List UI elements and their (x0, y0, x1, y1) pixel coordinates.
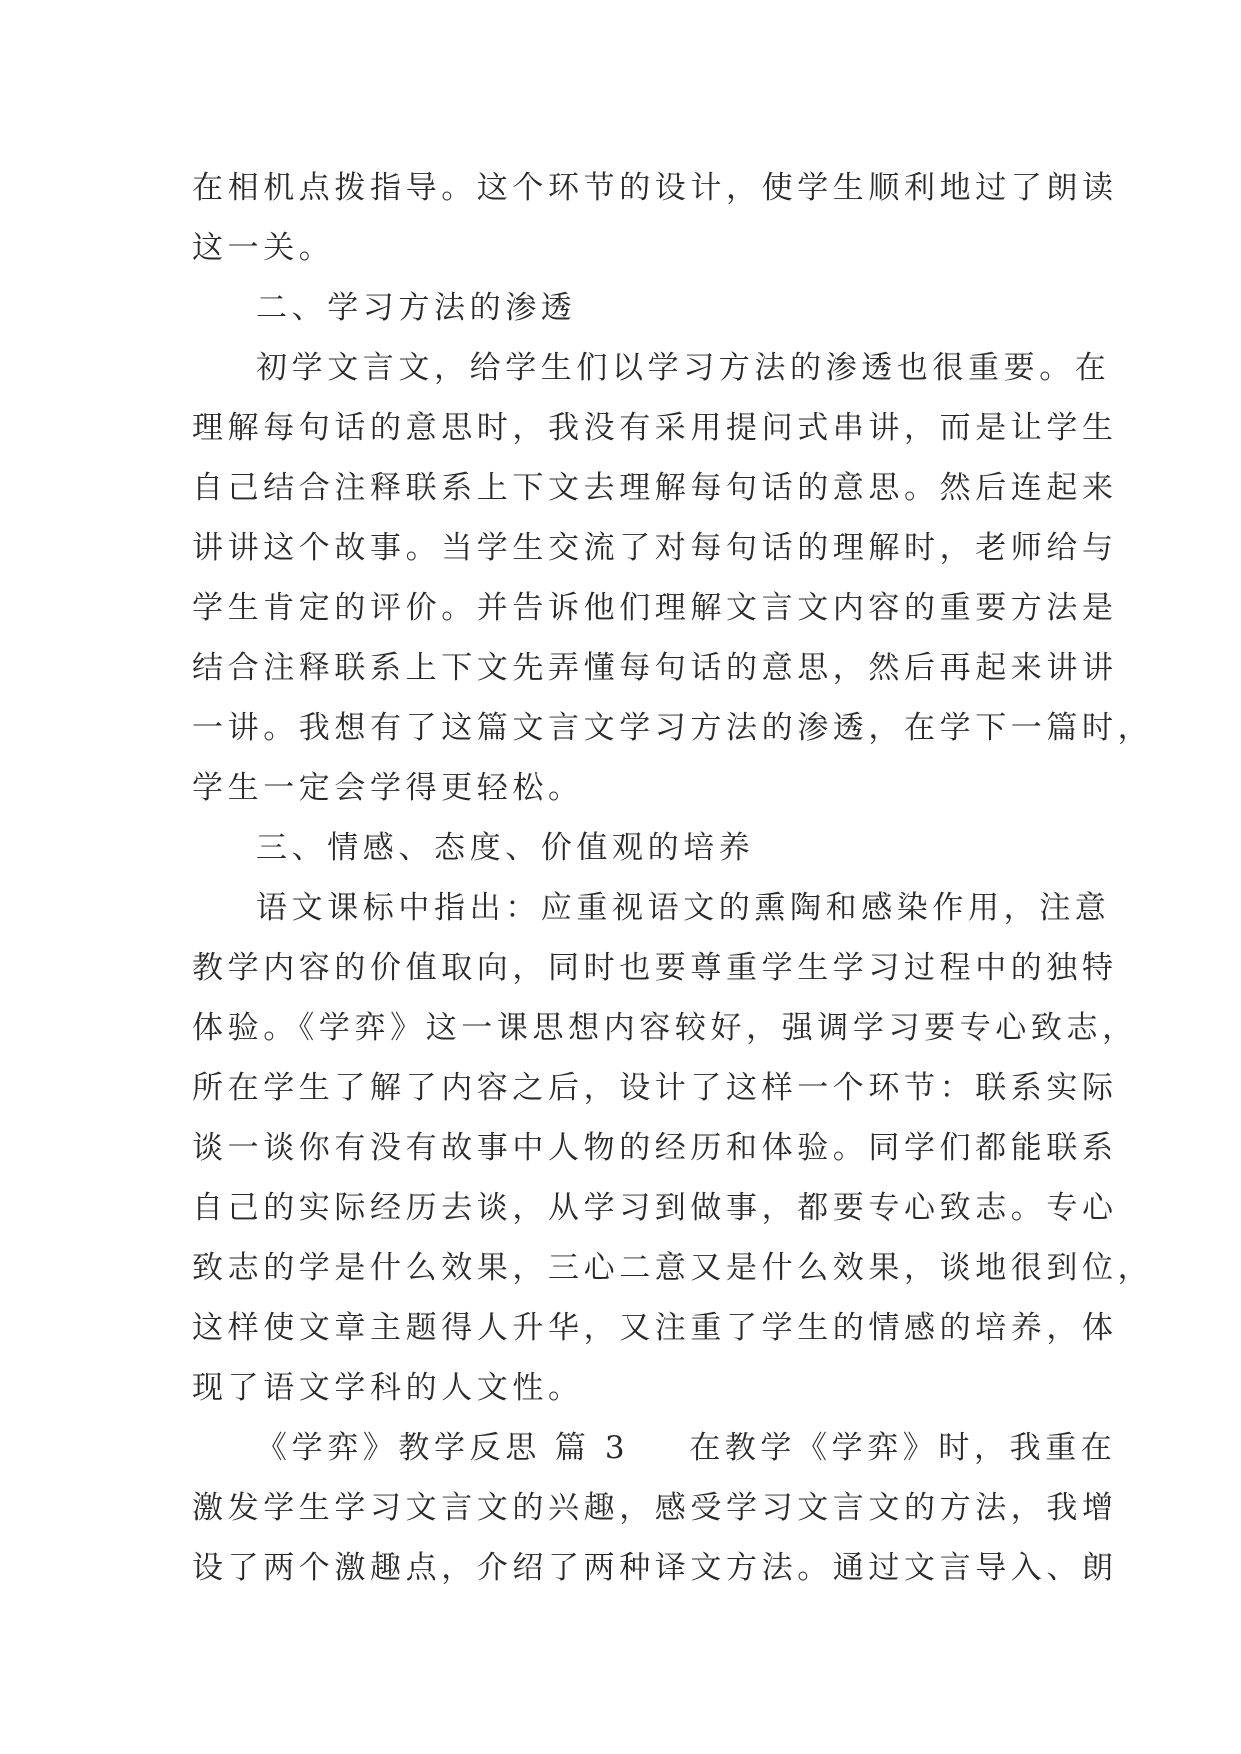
paragraph-line: 学生肯定的评价。并告诉他们理解文言文内容的重要方法是 (192, 590, 1118, 626)
section-3-label: 篇 3 (554, 1430, 630, 1466)
paragraph-line: 致志的学是什么效果，三心二意又是什么效果，谈地很到位， (192, 1250, 1154, 1286)
paragraph-line: 设了两个激趣点，介绍了两种译文方法。通过文言导入、朗 (192, 1550, 1118, 1586)
paragraph-line: 教学内容的价值取向，同时也要尊重学生学习过程中的独特 (192, 950, 1118, 986)
paragraph-line: 激发学生学习文言文的兴趣，感受学习文言文的方法，我增 (192, 1490, 1118, 1526)
paragraph-line: 初学文言文，给学生们以学习方法的渗透也很重要。在 (256, 350, 1111, 386)
paragraph-line: 体验。《学弈》这一课思想内容较好，强调学习要专心致志， (192, 1010, 1138, 1046)
section-3-first-line: 在教学《学弈》时，我重在 (689, 1430, 1117, 1466)
paragraph-line: 学生一定会学得更轻松。 (192, 770, 584, 806)
paragraph-line: 谈一谈你有没有故事中人物的经历和体验。同学们都能联系 (192, 1130, 1118, 1166)
paragraph-line: 语文课标中指出：应重视语文的熏陶和感染作用，注意 (256, 890, 1111, 926)
paragraph-line: 理解每句话的意思时，我没有采用提问式串讲，而是让学生 (192, 410, 1118, 446)
paragraph-line: 所在学生了解了内容之后，设计了这样一个环节：联系实际 (192, 1070, 1118, 1106)
paragraph-line: 在相机点拨指导。这个环节的设计，使学生顺利地过了朗读 (192, 170, 1118, 206)
section-3-line (192, 1418, 1117, 1478)
paragraph-line: 自己的实际经历去谈，从学习到做事，都要专心致志。专心 (192, 1190, 1118, 1226)
section-3-title: 《学弈》教学反思 (256, 1430, 541, 1466)
paragraph-line: 自己结合注释联系上下文去理解每句话的意思。然后连起来 (192, 470, 1118, 506)
paragraph-line: 结合注释联系上下文先弄懂每句话的意思，然后再起来讲讲 (192, 650, 1118, 686)
document-body (192, 158, 1154, 1598)
paragraph-line: 讲讲这个故事。当学生交流了对每句话的理解时，老师给与 (192, 530, 1118, 566)
section-heading: 二、学习方法的渗透 (256, 290, 577, 326)
section-heading: 三、情感、态度、价值观的培养 (256, 830, 755, 866)
paragraph-line: 现了语文学科的人文性。 (192, 1370, 584, 1406)
paragraph-line: 这一关。 (192, 230, 335, 266)
paragraph-line: 一讲。我想有了这篇文言文学习方法的渗透，在学下一篇时， (192, 710, 1154, 746)
paragraph-line: 这样使文章主题得人升华，又注重了学生的情感的培养，体 (192, 1310, 1118, 1346)
